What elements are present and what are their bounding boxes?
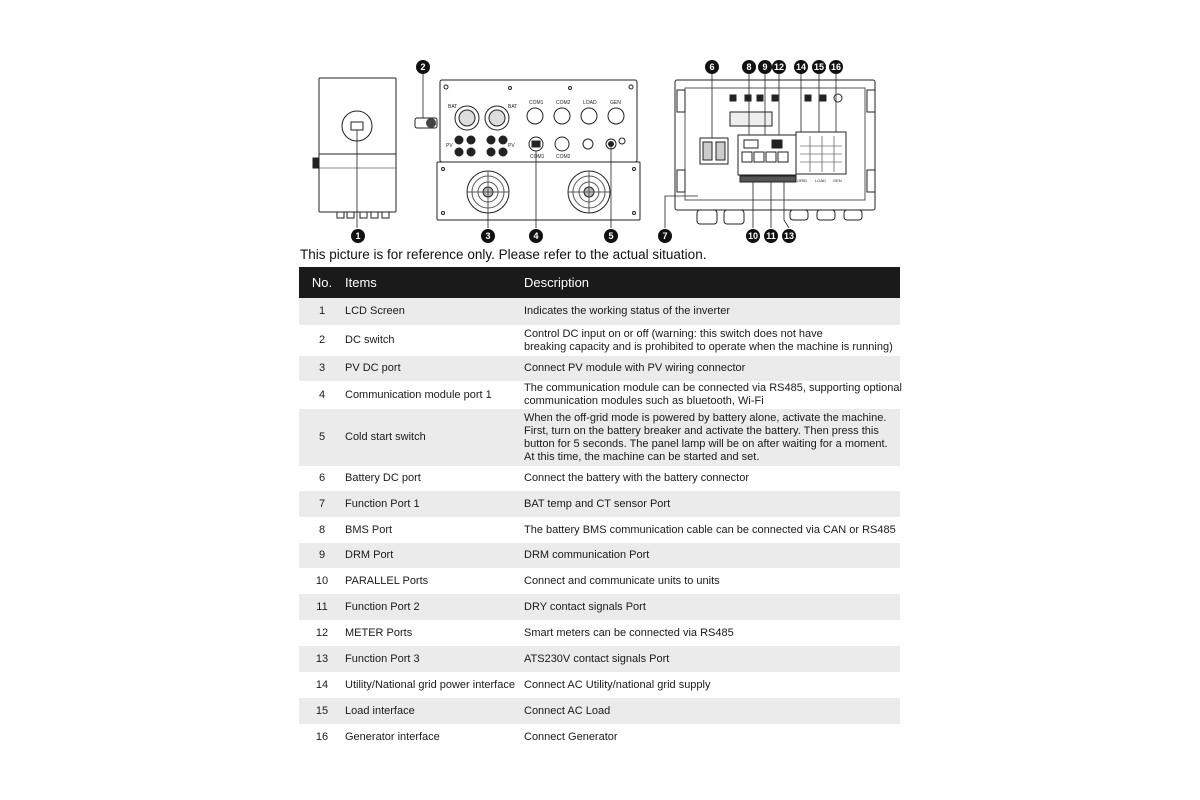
row-number: 4	[299, 381, 345, 409]
description-line: BAT temp and CT sensor Port	[524, 497, 671, 510]
com1-gland	[527, 108, 543, 124]
row-item: Battery DC port	[345, 466, 524, 491]
callout-12	[772, 60, 786, 74]
callout-12-label: 12	[773, 62, 785, 72]
description-line: Connect AC Load	[524, 704, 611, 717]
callout-10-label: 10	[747, 231, 759, 241]
table-row	[299, 672, 900, 698]
table-row	[299, 568, 900, 594]
row-number: 11	[299, 594, 345, 620]
row-item: PARALLEL Ports	[345, 568, 524, 594]
table-row	[299, 698, 900, 724]
label-wiring-load: LOAD	[815, 178, 826, 183]
row-number: 16	[299, 724, 345, 750]
description-line: Smart meters can be connected via RS485	[524, 626, 734, 639]
callout-3-label: 3	[485, 231, 491, 241]
lcd-display	[351, 122, 363, 130]
row-item: Load interface	[345, 698, 524, 724]
terminal-strip	[740, 176, 796, 182]
row-number: 3	[299, 356, 345, 381]
row-item: DC switch	[345, 325, 524, 356]
inverter-drawing	[300, 55, 900, 247]
label-load: LOAD	[583, 100, 597, 106]
table-row	[299, 466, 900, 491]
header-no: No.	[299, 267, 345, 298]
pv-connectors	[455, 136, 507, 156]
callout-6	[705, 60, 719, 74]
row-item: Function Port 3	[345, 646, 524, 672]
callout-2-label: 2	[420, 62, 426, 72]
table-row	[299, 491, 900, 517]
row-item: Generator interface	[345, 724, 524, 750]
label-com1: COM1	[529, 100, 544, 106]
description-line: Connect PV module with PV wiring connector	[524, 362, 746, 374]
header-items: Items	[345, 267, 524, 298]
description-line: At this time, the machine can be started and set.	[524, 450, 760, 463]
description-line: Indicates the working status of the inverter	[524, 305, 731, 317]
row-description	[524, 620, 900, 646]
wiring-view	[665, 74, 875, 228]
row-item: LCD Screen	[345, 298, 524, 325]
table-row	[299, 517, 900, 543]
row-item: Communication module port 1	[345, 381, 524, 409]
callout-9-label: 9	[762, 62, 768, 72]
row-number: 13	[299, 646, 345, 672]
row-description	[524, 409, 900, 466]
callout-15-label: 15	[813, 62, 825, 72]
row-item: Function Port 2	[345, 594, 524, 620]
row-description	[524, 517, 900, 543]
row-item: Function Port 1	[345, 491, 524, 517]
callout-1-label: 1	[355, 231, 361, 241]
side-view	[313, 78, 396, 228]
label-pv1: PV	[446, 143, 453, 149]
callout-13-label: 13	[783, 231, 795, 241]
description-line: communication modules such as bluetooth, Wi-Fi	[524, 395, 764, 407]
description-line: Control DC input on or off (warning: this switch does not have	[524, 327, 823, 340]
description-line: First, turn on the battery breaker and activate the battery. Then press this	[524, 424, 879, 437]
callout-4	[529, 229, 543, 243]
description-line: ATS230V contact signals Port	[524, 652, 670, 665]
description-line: breaking capacity and is prohibited to operate when the machine is running)	[524, 340, 893, 353]
callout-14-label: 14	[795, 62, 807, 72]
label-com2-lower: COM2	[556, 154, 571, 160]
table-row	[299, 620, 900, 646]
row-number: 7	[299, 491, 345, 517]
description-line: The communication module can be connected via RS485, supporting optional	[524, 382, 902, 394]
wiring-labels	[797, 178, 842, 183]
row-description	[524, 672, 900, 698]
table-row	[299, 543, 900, 568]
row-item: Utility/National grid power interface	[345, 672, 524, 698]
row-item: Cold start switch	[345, 409, 524, 466]
row-item: DRM Port	[345, 543, 524, 568]
callout-13	[782, 229, 796, 243]
row-number: 10	[299, 568, 345, 594]
description-line: When the off-grid mode is powered by battery alone, activate the machine.	[524, 411, 887, 424]
com2-gland	[554, 108, 570, 124]
ac-terminal-block	[796, 132, 846, 174]
callout-8-label: 8	[746, 62, 752, 72]
callout-2	[416, 60, 430, 74]
row-number: 2	[299, 325, 345, 356]
label-com2: COM2	[556, 100, 571, 106]
callout-5-label: 5	[608, 231, 614, 241]
description-line: The battery BMS communication cable can be connected via CAN or RS485	[524, 523, 896, 536]
callout-15	[812, 60, 826, 74]
label-gen: GEN	[610, 100, 621, 106]
table-row	[299, 325, 900, 356]
row-number: 5	[299, 409, 345, 466]
row-item: PV DC port	[345, 356, 524, 381]
label-bat-1: BAT	[448, 104, 458, 110]
wiring-glands	[697, 210, 862, 224]
row-description	[524, 298, 900, 325]
label-pv2: PV	[508, 143, 515, 149]
dc-switch	[415, 74, 437, 128]
row-description	[524, 543, 900, 568]
gen-gland	[608, 108, 624, 124]
parts-table	[299, 267, 900, 750]
row-description	[524, 698, 900, 724]
figure-caption: This picture is for reference only. Please refer to the actual situation.	[300, 247, 707, 262]
label-wiring-grid: GRID	[797, 178, 807, 183]
callout-3	[481, 229, 495, 243]
row-description	[524, 568, 900, 594]
table-header	[299, 267, 900, 298]
callout-1	[351, 229, 365, 243]
table-row	[299, 594, 900, 620]
row-number: 12	[299, 620, 345, 646]
description-line: button for 5 seconds. The panel lamp will be on after waiting for a moment.	[524, 437, 888, 450]
row-number: 1	[299, 298, 345, 325]
row-item: BMS Port	[345, 517, 524, 543]
description-line: Connect Generator	[524, 730, 618, 743]
side-view-housing	[319, 78, 396, 212]
row-number: 8	[299, 517, 345, 543]
table-body	[299, 298, 900, 750]
table-row	[299, 381, 900, 409]
callout-5	[604, 229, 618, 243]
row-description	[524, 356, 900, 381]
row-description	[524, 325, 900, 356]
table-row	[299, 724, 900, 750]
label-com1-lower: COM1	[530, 154, 545, 160]
side-handle	[313, 158, 319, 168]
row-description	[524, 594, 900, 620]
header-description: Description	[524, 267, 900, 298]
callout-9	[758, 60, 772, 74]
callout-6-label: 6	[709, 62, 715, 72]
callout-10	[746, 229, 760, 243]
label-bat-2: BAT	[508, 104, 518, 110]
row-number: 14	[299, 672, 345, 698]
description-line: DRY contact signals Port	[524, 600, 646, 613]
callout-11	[764, 229, 778, 243]
callout-16-label: 16	[830, 62, 842, 72]
row-description	[524, 381, 900, 409]
callout-8	[742, 60, 756, 74]
load-gland	[581, 108, 597, 124]
inverter-diagram	[300, 55, 900, 247]
description-line: DRM communication Port	[524, 549, 650, 561]
callout-16	[829, 60, 843, 74]
row-description	[524, 466, 900, 491]
row-description	[524, 724, 900, 750]
row-number: 9	[299, 543, 345, 568]
row-description	[524, 646, 900, 672]
table-row	[299, 298, 900, 325]
row-number: 6	[299, 466, 345, 491]
callout-7	[658, 229, 672, 243]
callout-7-label: 7	[662, 231, 668, 241]
label-wiring-gen: GEN	[833, 178, 842, 183]
row-item: METER Ports	[345, 620, 524, 646]
comm-board	[738, 135, 796, 175]
callout-11-label: 11	[766, 231, 776, 241]
callout-4-label: 4	[533, 231, 539, 241]
callout-14	[794, 60, 808, 74]
row-description	[524, 491, 900, 517]
description-line: Connect the battery with the battery connector	[524, 472, 750, 484]
table-row	[299, 646, 900, 672]
row-number: 15	[299, 698, 345, 724]
description-line: Connect and communicate units to units	[524, 574, 720, 587]
description-line: Connect AC Utility/national grid supply	[524, 678, 711, 691]
table-row	[299, 356, 900, 381]
table-row	[299, 409, 900, 466]
